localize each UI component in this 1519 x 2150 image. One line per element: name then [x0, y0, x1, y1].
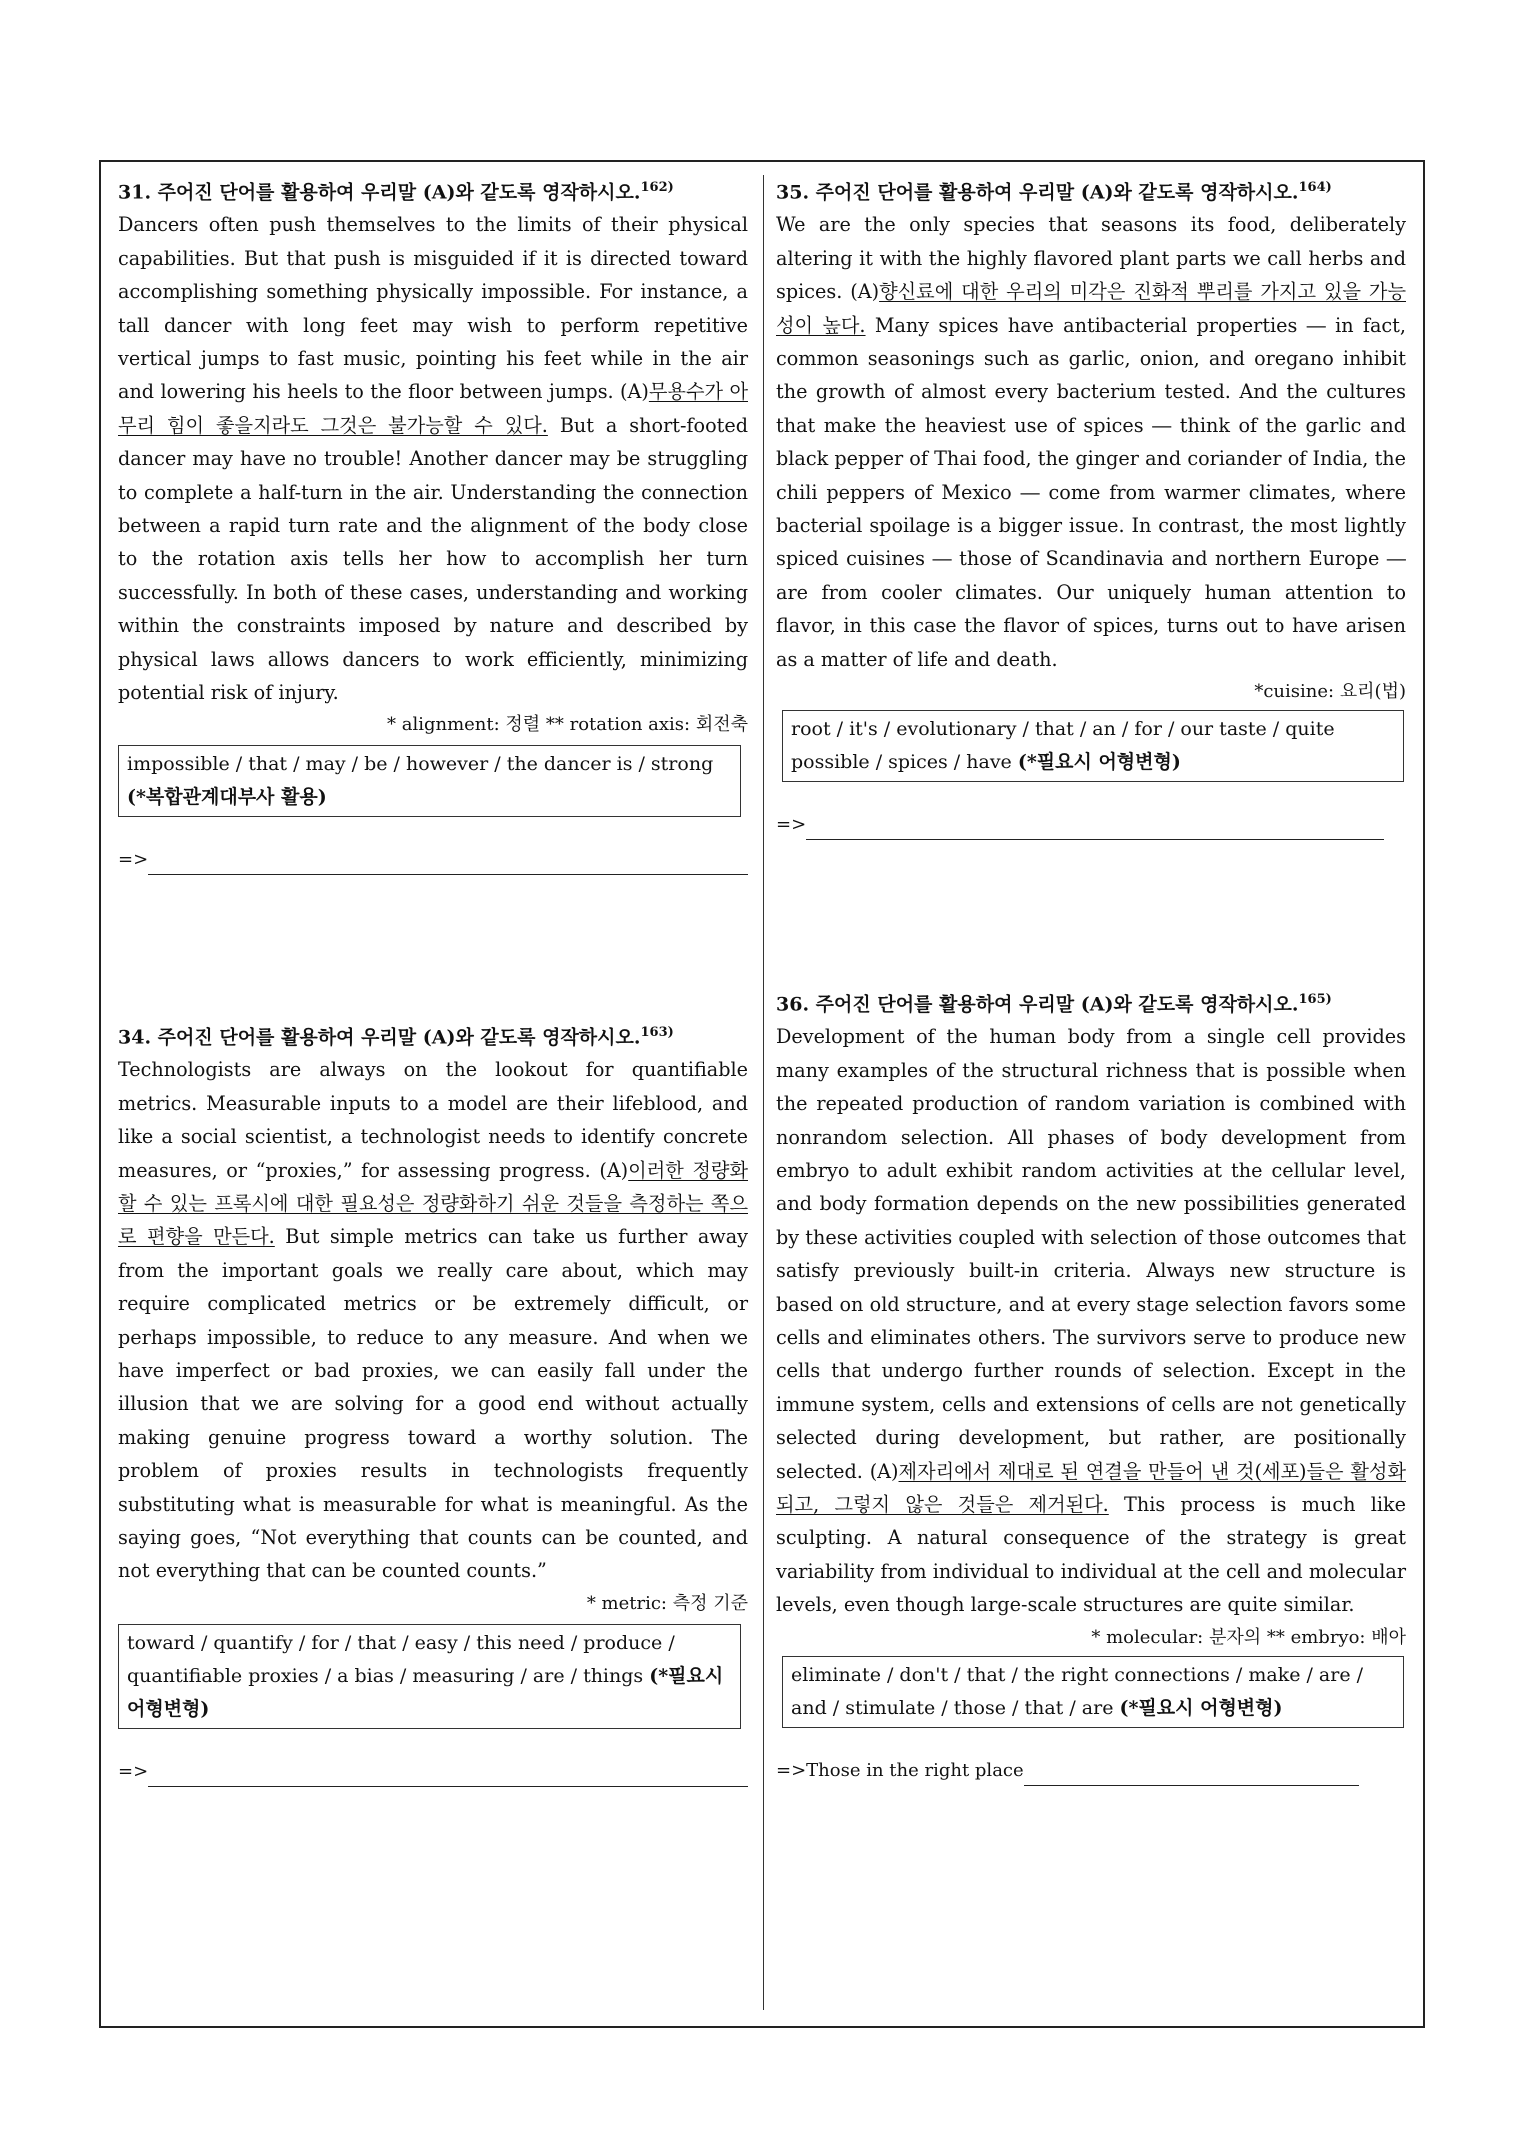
question-34-footnote: * metric: 측정 기준	[586, 1592, 748, 1614]
question-36-word-box: eliminate / don't / that / the right connections / make / are / and / stimulate / those / that / are (*필요시 어형변형)	[782, 1656, 1404, 1728]
question-31-word-box: impossible / that / may / be / however / the dancer is / strong (*복합관계대부사 활용)	[118, 745, 741, 817]
question-36-passage: Development of the human body from a single cell provides many examples of the structural richness that is possible when the repeated production of random variation is combined with nonrandom selection. All phases of body development from embryo to adult exhibit random activities at the cellular level, and body formation depends on the new possibilities generated by these activities coupled with selection of those outcomes that satisfy previously built-in criteria. Always new structure is based on old structure, and at every stage selection favors some cells and eliminates others. The survivors serve to produce new cells that undergo further rounds of selection. Except in the immune system, cells and extensions of cells are not genetically selected during development, but rather, are positionally selected. (A)제자리에서 제대로 된 연결을 만들어 낸 것(세포)들은 활성화되고, 그렇지 않은 것들은 제거된다. This process is much like sculpting. A natural consequence of the strategy is great variability from individual to individual at the cell and molecular levels, even though large-scale structures are quite similar.	[776, 1025, 1406, 1617]
question-34-title: 34. 주어진 단어를 활용하여 우리말 (A)와 같도록 영작하시오.$^{163)}$	[118, 1025, 674, 1049]
question-35-answer[interactable]: =>	[776, 810, 1406, 840]
question-34-answer[interactable]: =>	[118, 1757, 748, 1787]
question-35-underlined-sentence: 향신료에 대한 우리의 미각은 진화적 뿌리를 가지고 있을 가능성이 높다.	[776, 280, 1406, 337]
question-36-underlined-sentence: 제자리에서 제대로 된 연결을 만들어 낸 것(세포)들은 활성화되고, 그렇지 않은 것들은 제거된다.	[776, 1459, 1406, 1517]
question-31-title: 31. 주어진 단어를 활용하여 우리말 (A)와 같도록 영작하시오.$^{162)}$	[118, 180, 674, 204]
question-35-title: 35. 주어진 단어를 활용하여 우리말 (A)와 같도록 영작하시오.$^{164)}$	[776, 180, 1332, 204]
question-31	[118, 172, 748, 875]
question-35-footnote: *cuisine: 요리(법)	[1254, 681, 1406, 703]
question-34	[118, 1017, 748, 1787]
column-divider	[763, 175, 764, 2010]
question-34-passage: Technologists are always on the lookout for quantifiable metrics. Measurable inputs to a model are their lifeblood, and like a social scientist, a technologist needs to identify concrete measures, or “proxies,” for assessing progress. (A)이러한 정량화할 수 있는 프록시에 대한 필요성은 정량화하기 쉬운 것들을 측정하는 쪽으로 편향을 만든다. But simple metrics can take us further away from the important goals we really care about, which may require complicated metrics or be extremely difficult, or perhaps impossible, to reduce to any measure. And when we have imperfect or bad proxies, we can easily fall under the illusion that we are solving for a good end without actually making genuine progress toward a worthy solution. The problem of proxies results in technologists frequently substituting what is measurable for what is meaningful. As the saying goes, “Not everything that counts can be counted, and not everything that can be counted counts.”	[118, 1058, 749, 1583]
question-36-answer[interactable]: =>Those in the right place	[776, 1756, 1406, 1786]
question-36	[776, 984, 1406, 1786]
question-36-title: 36. 주어진 단어를 활용하여 우리말 (A)와 같도록 영작하시오.$^{165)}$	[776, 992, 1332, 1016]
question-35-passage: We are the only species that seasons its food, deliberately altering it with the highly flavored plant parts we call herbs and spices. (A)향신료에 대한 우리의 미각은 진화적 뿌리를 가지고 있을 가능성이 높다. Many spices have antibacterial properties ― in fact, common seasonings such as garlic, onion, and oregano inhibit the growth of almost every bacterium tested. And the cultures that make the heaviest use of spices ― think of the garlic and black pepper of Thai food, the ginger and coriander of India, the chili peppers of Mexico ― come from warmer climates, where bacterial spoilage is a bigger issue. In contrast, the most lightly spiced cuisines ― those of Scandinavia and northern Europe ― are from cooler climates. Our uniquely human attention to flavor, in this case the flavor of spices, turns out to have arisen as a matter of life and death.	[776, 213, 1406, 671]
question-31-underlined-sentence: 무용수가 아무리 힘이 좋을지라도 그것은 불가능할 수 있다.	[118, 380, 748, 437]
question-36-footnote: * molecular: 분자의 ** embryo: 배아	[1091, 1626, 1406, 1648]
question-31-footnote: * alignment: 정렬 ** rotation axis: 회전축	[386, 714, 748, 736]
question-31-passage: Dancers often push themselves to the limits of their physical capabilities. But that push is misguided if it is directed toward accomplishing something physically impossible. For instance, a tall dancer with long feet may wish to perform repetitive vertical jumps to fast music, pointing his feet while in the air and lowering his heels to the floor between jumps. (A)무용수가 아무리 힘이 좋을지라도 그것은 불가능할 수 있다. But a short-footed dancer may have no trouble! Another dancer may be struggling to complete a half-turn in the air. Understanding the connection between a rapid turn rate and the alignment of the body close to the rotation axis tells her how to accomplish her turn successfully. In both of these cases, understanding and working within the constraints imposed by nature and described by physical laws allows dancers to work efficiently, minimizing potential risk of injury.	[118, 213, 748, 705]
question-34-word-box: toward / quantify / for / that / easy / this need / produce / quantifiable proxies / a bias / measuring / are / things (*필요시 어형변형)	[118, 1624, 741, 1729]
question-34-underlined-sentence: 이러한 정량화할 수 있는 프록시에 대한 필요성은 정량화하기 쉬운 것들을 측정하는 쪽으로 편향을 만든다.	[118, 1158, 748, 1249]
question-31-answer[interactable]: =>	[118, 845, 748, 875]
question-35	[776, 172, 1406, 840]
question-35-word-box: root / it's / evolutionary / that / an / for / our taste / quite possible / spices / have (*필요시 어형변형)	[782, 710, 1404, 782]
